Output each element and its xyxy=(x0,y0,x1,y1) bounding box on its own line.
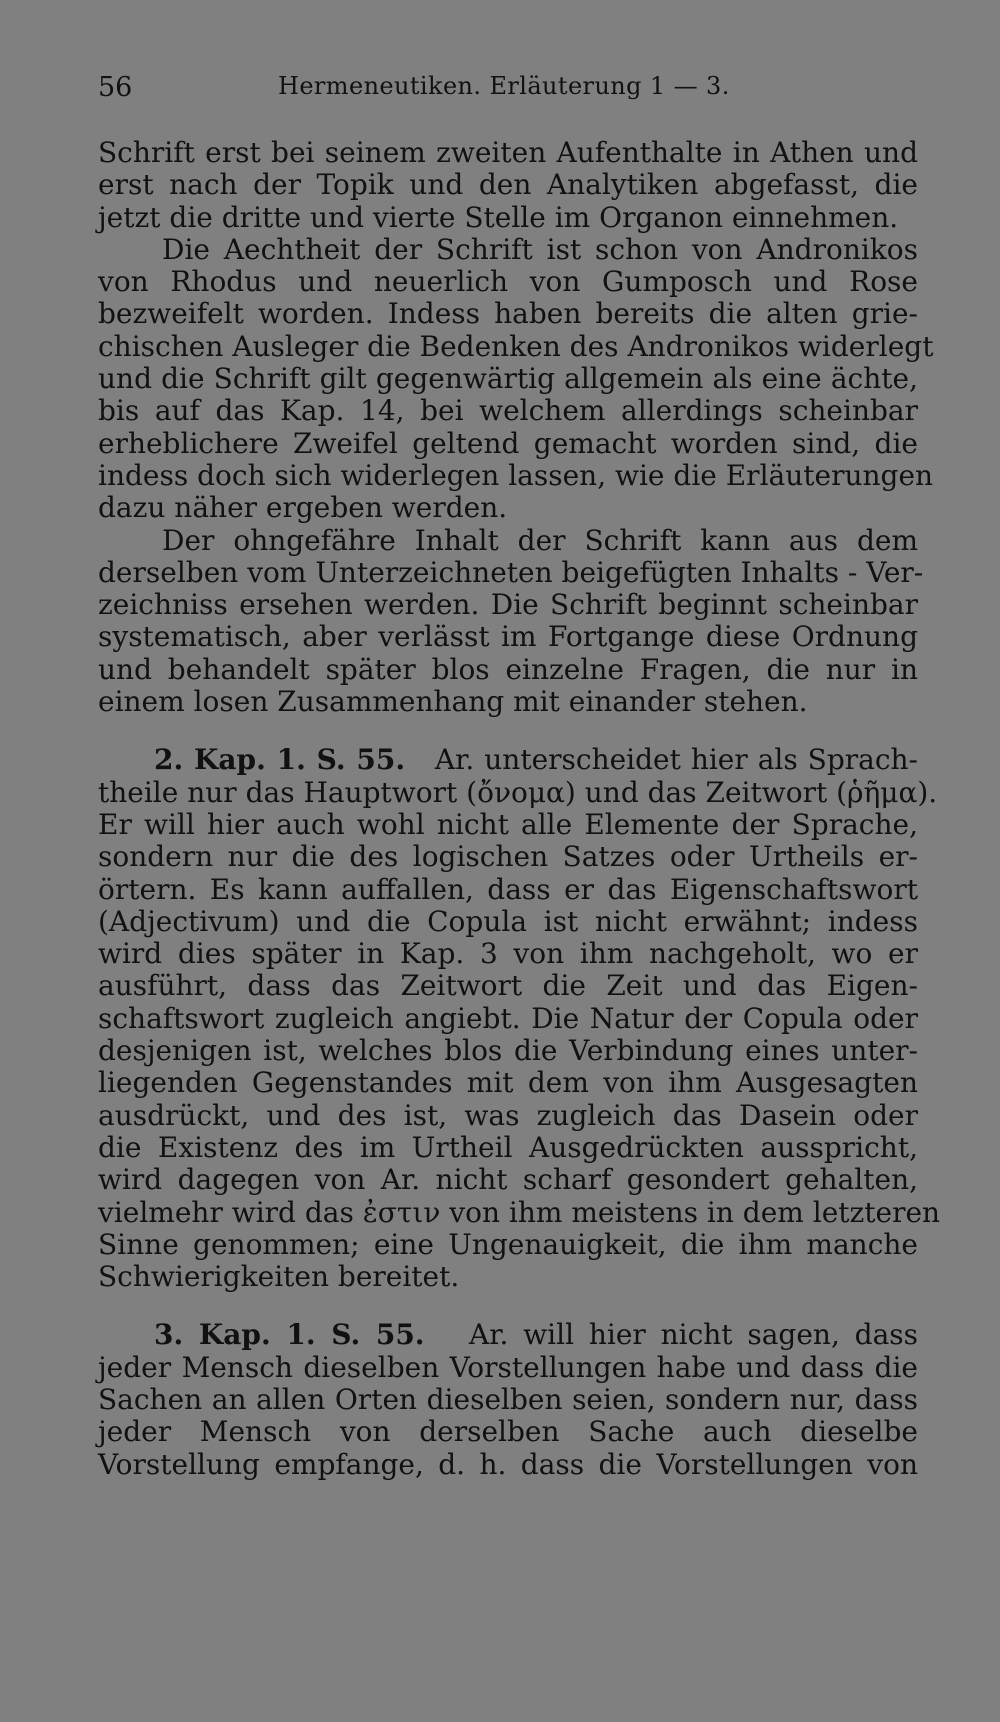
page-header xyxy=(98,72,918,112)
text-line: ausdrückt, und des ist, was zugleich das Dasein oder xyxy=(98,1098,918,1132)
text-line: Schrift erst bei seinem zweiten Aufenthalte in Athen und xyxy=(98,136,918,169)
text-line: Die Aechtheit der Schrift ist schon von Andronikos xyxy=(162,232,918,266)
text-line: Sachen an allen Orten dieselben seien, sondern nur, dass xyxy=(98,1382,918,1416)
text-line: jeder Mensch dieselben Vorstellungen habe und dass die xyxy=(98,1350,918,1384)
text-line: und die Schrift gilt gegenwärtig allgemein als eine ächte, xyxy=(98,362,918,396)
text-line: theile nur das Hauptwort (ὄνομα) und das Zeitwort (ῥῆμα). xyxy=(98,775,938,809)
text-line: bezweifelt worden. Indess haben bereits die alten grie- xyxy=(98,297,918,331)
section-gap xyxy=(98,1293,918,1319)
text-line: zeichniss ersehen werden. Die Schrift beginnt scheinbar xyxy=(98,588,918,622)
text-line: ausführt, dass das Zeitwort die Zeit und das Eigen- xyxy=(98,969,918,1003)
text-line: chischen Ausleger die Bedenken des Andronikos widerlegt xyxy=(98,329,934,363)
running-head: Hermeneutiken. Erläuterung 1 — 3. xyxy=(278,72,730,100)
text-line: Vorstellung empfange, d. h. dass die Vorstellungen von xyxy=(98,1447,918,1481)
note-2 xyxy=(98,743,941,1294)
note-reference: 3. Kap. 1. S. 55. xyxy=(154,1318,425,1352)
text-line: die Existenz des im Urtheil Ausgedrückten ausspricht, xyxy=(98,1130,918,1164)
paragraph-continuation xyxy=(98,137,918,234)
text-line: Er will hier auch wohl nicht alle Elemente der Sprache, xyxy=(98,807,918,841)
note-text: Ar. will hier nicht sagen, dass xyxy=(468,1318,919,1352)
text-line: jetzt die dritte und vierte Stelle im Organon einnehmen. xyxy=(98,200,899,234)
text-line: jeder Mensch von derselben Sache auch dieselbe xyxy=(98,1415,918,1449)
text-line: systematisch, aber verlässt im Fortgange diese Ordnung xyxy=(98,620,918,654)
paragraph-authenticity xyxy=(98,232,934,525)
note-first-line xyxy=(98,1319,918,1351)
note-text: Ar. unterscheidet hier als Sprach- xyxy=(434,743,919,777)
section-gap xyxy=(98,718,918,744)
text-line: bis auf das Kap. 14, bei welchem allerdings scheinbar xyxy=(98,394,918,428)
text-line: erheblichere Zweifel geltend gemacht worden sind, die xyxy=(98,426,918,460)
text-line: Sinne genommen; eine Ungenauigkeit, die ihm manche xyxy=(98,1227,918,1261)
text-line: sondern nur die des logischen Satzes oder Urtheils er- xyxy=(98,840,918,874)
text-line: desjenigen ist, welches blos die Verbindung eines unter- xyxy=(98,1034,918,1068)
text-line: von Rhodus und neuerlich von Gumposch und Rose xyxy=(98,265,918,299)
text-line: schaftswort zugleich angiebt. Die Natur der Copula oder xyxy=(98,1001,918,1035)
page-number: 56 xyxy=(98,72,133,103)
text-line: Schwierigkeiten bereitet. xyxy=(98,1260,460,1294)
text-line: indess doch sich widerlegen lassen, wie die Erläuterungen xyxy=(98,458,934,492)
body-text xyxy=(98,136,941,1481)
text-line: derselben vom Unterzeichneten beigefügten Inhalts - Ver- xyxy=(98,555,924,589)
text-line: wird dagegen von Ar. nicht scharf gesondert gehalten, xyxy=(98,1163,918,1197)
text-line: örtern. Es kann auffallen, dass er das Eigenschaftswort xyxy=(98,872,918,906)
note-reference: 2. Kap. 1. S. 55. xyxy=(154,743,406,777)
text-line: dazu näher ergeben werden. xyxy=(98,491,508,525)
note-3 xyxy=(98,1319,918,1480)
text-line: vielmehr wird das ἐστιν von ihm meistens in dem letzteren xyxy=(98,1195,941,1229)
text-line: wird dies später in Kap. 3 von ihm nachgeholt, wo er xyxy=(98,937,918,971)
note-first-line xyxy=(98,744,918,776)
text-line: (Adjectivum) und die Copula ist nicht erwähnt; indess xyxy=(98,904,918,938)
text-line: einem losen Zusammenhang mit einander stehen. xyxy=(98,685,808,719)
text-line: liegenden Gegenstandes mit dem von ihm Ausgesagten xyxy=(98,1066,918,1100)
text-line: erst nach der Topik und den Analytiken abgefasst, die xyxy=(98,168,918,202)
text-line: Der ohngefähre Inhalt der Schrift kann aus dem xyxy=(162,523,918,557)
text-line: und behandelt später blos einzelne Fragen, die nur in xyxy=(98,652,918,686)
paragraph-content xyxy=(98,523,924,719)
